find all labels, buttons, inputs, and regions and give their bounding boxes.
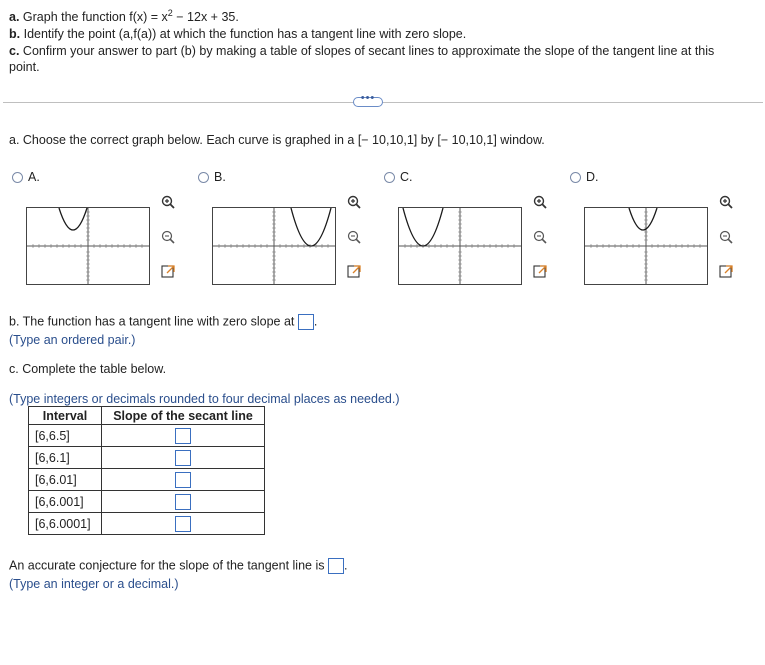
interval-cell: [6,6.1] (29, 447, 102, 469)
zoom-out-icon[interactable] (532, 229, 548, 245)
problem-part-c: c. Confirm your answer to part (b) by making a table of slopes of secant lines to approximate the slope of the tangent line at this (9, 44, 715, 58)
problem-part-b: b. Identify the point (a,f(a)) at which the function has a tangent line with zero slope. (9, 27, 467, 41)
conjecture-prompt-row: An accurate conjecture for the slope of the tangent line is . (9, 558, 348, 573)
zoom-in-icon[interactable] (718, 194, 734, 210)
radio-a[interactable] (12, 172, 23, 183)
section-divider (3, 102, 763, 103)
table-row (29, 491, 265, 513)
slope-input[interactable] (175, 472, 191, 488)
graph-b (212, 207, 336, 285)
zoom-in-icon[interactable] (346, 194, 362, 210)
graph-a (26, 207, 150, 285)
secant-slope-table (28, 406, 265, 535)
slope-input[interactable] (175, 428, 191, 444)
slope-input[interactable] (175, 494, 191, 510)
table-row (29, 425, 265, 447)
expand-graph-icon[interactable] (532, 263, 548, 279)
table-row (29, 513, 265, 535)
option-a[interactable]: A. (12, 170, 40, 184)
slope-input[interactable] (175, 450, 191, 466)
part-c-prompt: c. Complete the table below. (9, 362, 167, 376)
zoom-in-icon[interactable] (532, 194, 548, 210)
ordered-pair-input[interactable] (298, 314, 314, 330)
expand-button[interactable]: ••• (353, 97, 383, 107)
interval-cell: [6,6.5] (29, 425, 102, 447)
part-a-prompt: a. Choose the correct graph below. Each curve is graphed in a [− 10,10,1] by [− 10,10,1] window. (9, 133, 545, 147)
interval-cell: [6,6.01] (29, 469, 102, 491)
problem-part-a: a. Graph the function $f(x) = x^2 - 12x + 35$. (9, 7, 239, 24)
zoom-out-icon[interactable] (160, 229, 176, 245)
interval-cell: [6,6.0001] (29, 513, 102, 535)
option-b[interactable]: B. (198, 170, 226, 184)
zoom-out-icon[interactable] (346, 229, 362, 245)
slope-header: Slope of the secant line (102, 407, 265, 425)
problem-part-c-cont: point. (9, 60, 40, 74)
radio-b[interactable] (198, 172, 209, 183)
slope-input[interactable] (175, 516, 191, 532)
radio-c[interactable] (384, 172, 395, 183)
option-c[interactable]: C. (384, 170, 413, 184)
zoom-in-icon[interactable] (160, 194, 176, 210)
option-d[interactable]: D. (570, 170, 599, 184)
interval-header: Interval (29, 407, 102, 425)
graph-d (584, 207, 708, 285)
table-row (29, 447, 265, 469)
radio-d[interactable] (570, 172, 581, 183)
expand-graph-icon[interactable] (718, 263, 734, 279)
table-header-row (29, 407, 265, 425)
table-row (29, 469, 265, 491)
expand-graph-icon[interactable] (346, 263, 362, 279)
part-b-hint: (Type an ordered pair.) (9, 333, 136, 347)
expand-graph-icon[interactable] (160, 263, 176, 279)
conjecture-input[interactable] (328, 558, 344, 574)
conjecture-hint: (Type an integer or a decimal.) (9, 577, 179, 591)
part-b-prompt-row: b. The function has a tangent line with zero slope at . (9, 314, 318, 329)
part-c-hint: (Type integers or decimals rounded to four decimal places as needed.) (9, 392, 400, 406)
graph-c (398, 207, 522, 285)
zoom-out-icon[interactable] (718, 229, 734, 245)
interval-cell: [6,6.001] (29, 491, 102, 513)
